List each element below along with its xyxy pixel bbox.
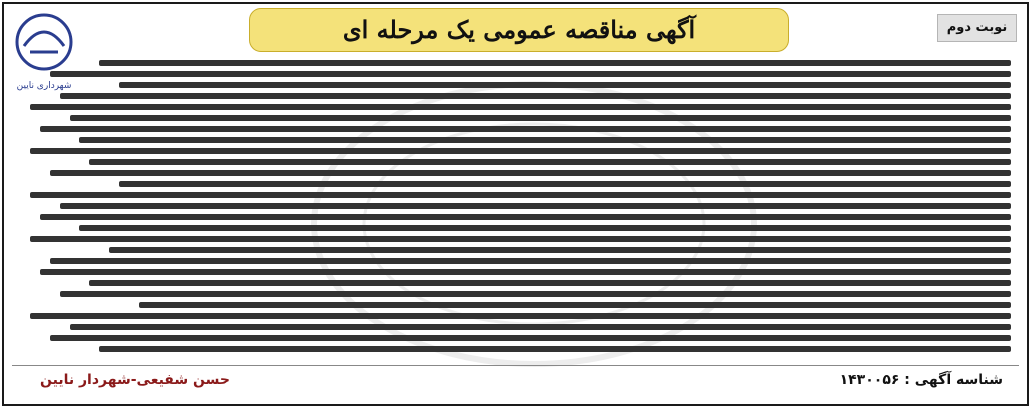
ad-id: شناسه آگهی : ۱۴۳۰۰۵۶ xyxy=(839,372,1003,388)
body-line xyxy=(99,346,1011,352)
body-line xyxy=(30,104,1011,110)
round-badge: نوبت دوم xyxy=(937,14,1017,42)
notice-frame xyxy=(2,2,1029,406)
body-line xyxy=(109,247,1011,253)
body-line xyxy=(50,71,1011,77)
body-line xyxy=(70,324,1011,330)
body-line xyxy=(30,192,1011,198)
body-line xyxy=(79,225,1011,231)
body-line xyxy=(119,82,1011,88)
logo-wordmark: شهرداری نایین xyxy=(16,81,72,91)
body-line xyxy=(60,291,1011,297)
body-line xyxy=(50,170,1011,176)
body-line xyxy=(79,137,1011,143)
body-line xyxy=(119,181,1011,187)
body-line xyxy=(40,214,1011,220)
body-line xyxy=(89,280,1011,286)
body-line xyxy=(30,313,1011,319)
title-banner xyxy=(249,8,789,52)
body-line xyxy=(99,60,1011,66)
body-line xyxy=(30,148,1011,154)
notice-body xyxy=(20,60,1011,356)
body-line xyxy=(70,115,1011,121)
notice-footer xyxy=(12,365,1019,396)
body-line xyxy=(89,159,1011,165)
notice-title: آگهی مناقصه عمومی یک مرحله ای xyxy=(342,15,696,44)
body-line xyxy=(60,93,1011,99)
body-line xyxy=(40,269,1011,275)
body-line xyxy=(50,258,1011,264)
body-line xyxy=(30,236,1011,242)
body-line xyxy=(139,302,1011,308)
mayor-signature: حسن شفیعی-شهردار نایین xyxy=(40,372,230,388)
body-line xyxy=(40,126,1011,132)
body-line xyxy=(50,335,1011,341)
body-line xyxy=(60,203,1011,209)
